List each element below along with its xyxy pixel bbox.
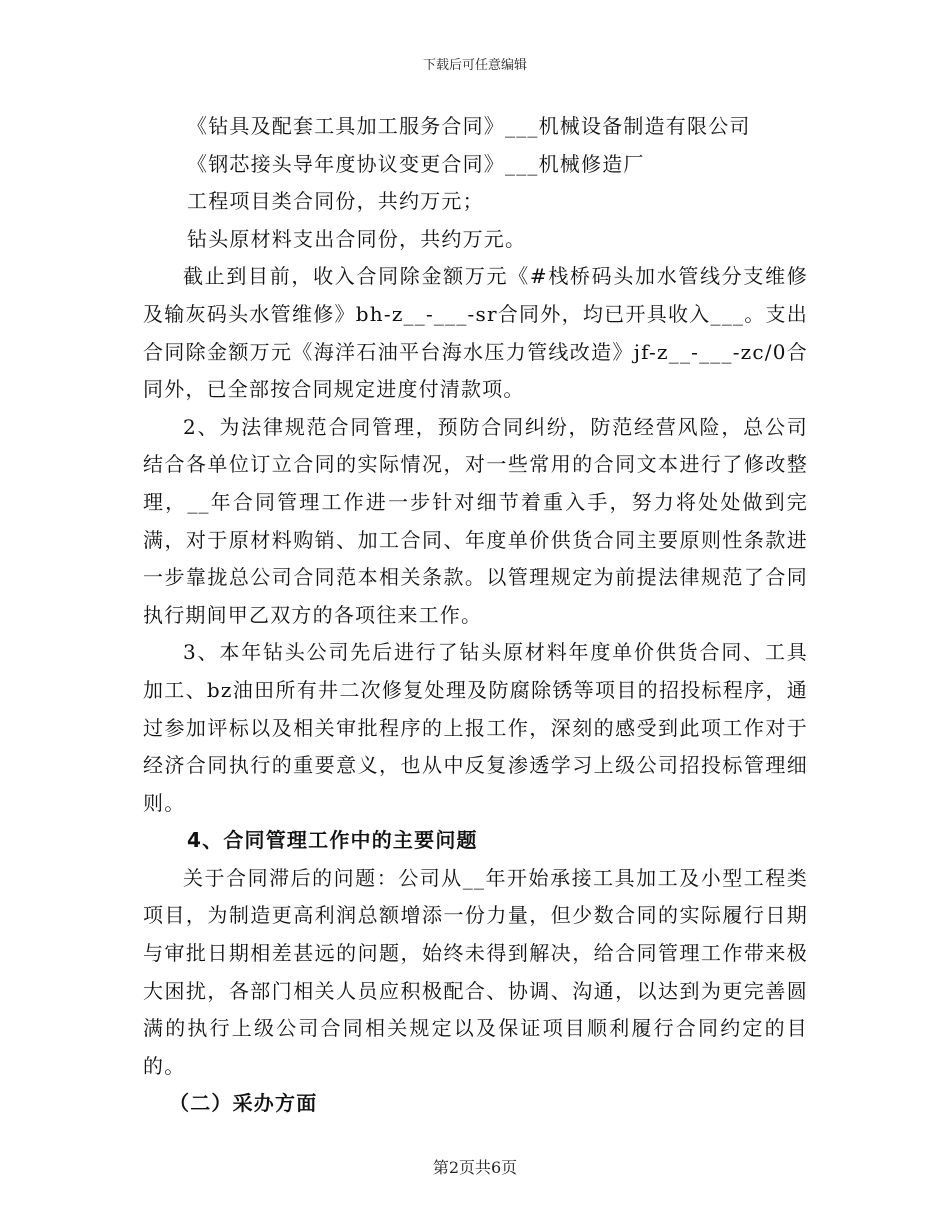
- heading-main-problems: 4、合同管理工作中的主要问题: [187, 828, 478, 853]
- page-header: 下载后可任意编辑: [422, 58, 527, 73]
- contract-line-drill-tools: 《钻具及配套工具加工服务合同》___机械设备制造有限公司: [187, 114, 751, 138]
- engineering-contracts-line: 工程项目类合同份，共约万元；: [187, 189, 484, 214]
- page-footer: 第2页共6页: [432, 1158, 518, 1177]
- document-body: [143, 108, 808, 1123]
- paragraph-legal-management: 2、为法律规范合同管理，预防合同纠纷，防范经营风险，总公司结合各单位订立合同的实际情况，对一些常用的合同文本进行了修改整理，__年合同管理工作进一步针对细节着重入手，努力将处处做到完满，对于原材料购销、加工合同、年度单价供货合同主要原则性条款进一步靠拢总公司合同范本相关条款。以管理规定为前提法律规范了合同执行期间甲乙双方的各项往来工作。: [143, 414, 808, 627]
- paragraph-progress: 截止到目前，收入合同除金额万元《#栈桥码头加水管线分支维修及输灰码头水管维修》bh-z__-___-sr合同外，均已开具收入___。支出合同除金额万元《海洋石油平台海水压力管线改造》jf-z__-___-zc/0合同外，已全部按合同规定进度付清款项。: [143, 264, 808, 402]
- paragraph-contract-delay: 关于合同滞后的问题：公司从__年开始承接工具加工及小型工程类项目，为制造更高利润总额增添一份力量，但少数合同的实际履行日期与审批日期相差甚远的问题，始终未得到解决，给合同管理工作带来极大困扰，各部门相关人员应积极配合、协调、沟通，以达到为更完善圆满的执行上级公司合同相关规定以及保证项目顺利履行合同约定的目的。: [143, 865, 808, 1078]
- raw-material-contracts-line: 钻头原材料支出合同份，共约万元。: [187, 226, 527, 251]
- heading-procurement: （二）采办方面: [169, 1091, 318, 1116]
- contract-line-steel-joint: 《钢芯接头导年度协议变更合同》___机械修造厂: [187, 151, 645, 176]
- paragraph-bidding: 3、本年钻头公司先后进行了钻头原材料年度单价供货合同、工具加工、bz油田所有井二次修复处理及防腐除锈等项目的招投标程序，通过参加评标以及相关审批程序的上报工作，深刻的感受到此项工作对于经济合同执行的重要意义，也从中反复渗透学习上级公司招投标管理细则。: [143, 640, 808, 815]
